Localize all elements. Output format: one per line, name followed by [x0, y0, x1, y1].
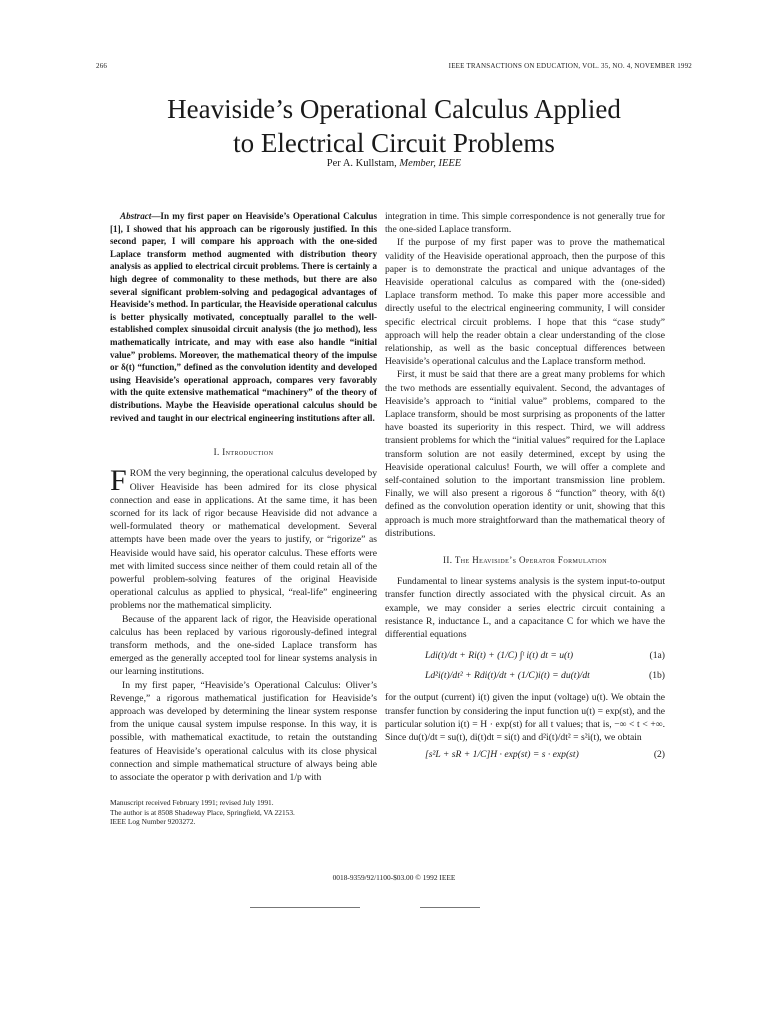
section-heading-introduction: I. Introduction: [213, 447, 274, 458]
equation-2: [385, 744, 665, 764]
copyright-line: 0018-9359/92/1100-$03.00 © 1992 IEEE: [332, 873, 456, 882]
title-line-1: Heaviside’s Operational Calculus Applied: [167, 94, 621, 124]
right-paragraph-2: First, it must be said that there are a great many problems for which the two methods are essentially equivalent. Second, the advantages of Heaviside’s approach to “initial value” problems, compared to the Laplace transform, should be most surprising as proponents of the latter have boasted its superiority in this respect. Third, we will address transient problems for which the “initial values” required for the Laplace transform solution are not easily determined, except by using the Heaviside operational calculus! Fourth, we will offer a complete and self-contained solution to the important transmission line problem. Finally, we will also present a rigorous δ “function” theory, with δ(t) defined as the convolution operation identity or unit, showing that this approach is much more straightforward than the mathematical theory of distributions.: [385, 369, 665, 539]
abstract: [110, 210, 377, 424]
page-number: 266: [96, 62, 108, 70]
footnotes: [110, 798, 377, 826]
intro-paragraph-1: [110, 464, 377, 612]
scan-artifact-line: [250, 907, 360, 908]
abstract-label: Abstract: [120, 211, 152, 221]
equation-1a: [385, 645, 665, 665]
section-heading-operator-formulation: II. The Heaviside’s Operator Formulation: [442, 555, 608, 566]
footnote-log-number: IEEE Log Number 9203272.: [110, 816, 196, 826]
right-paragraph-3: Fundamental to linear systems analysis is the system input-to-output transfer function directly associated with the physical circuit. As an example, we may consider a series electric circuit containing a resistance R, inductance L, and a capacitance C for which we have the differential equations: [385, 576, 665, 641]
right-paragraph-1: If the purpose of my first paper was to prove the mathematical validity of the Heaviside operational approach, then the purpose of this paper is to demonstrate the practical and unique advantages of the Heaviside operational calculus as compared with the (one-sided) Laplace transform method. To make this paper more accessible and directly useful to the electrical engineering community, I will consider specific electrical circuit problems. I hope that this “case study” approach will help the reader obtain a clear understanding of the close relationship, as well as the basic conceptual differences between Heaviside’s operational calculus and the Laplace transform method.: [385, 237, 665, 368]
journal-citation: IEEE TRANSACTIONS ON EDUCATION, VOL. 35, NO. 4, NOVEMBER 1992: [448, 62, 692, 70]
author-affiliation: Member, IEEE: [399, 158, 462, 169]
abstract-text: —In my first paper on Heaviside’s Operational Calculus [1], I showed that his approach can be rigorously justified. In this second paper, I will compare his approach with the one-sided Laplace transform method augmented with distribution theory analysis as applied to electrical circuit problems. There is certainly a high degree of commonality to these methods, but there are also several significant problem-solving and pedagogical advantages of Heaviside’s method. In particular, the Heaviside operational calculus is better physically motivated, conceptually parallel to the well-established complex sinusoidal circuit analysis (the jω method), less mathematically intricate, and may with ease also handle “initial value” problems. Moreover, the mathematical theory of the impulse or δ(t) “function,” defined as the convolution identity and developed using Heaviside’s operational approach, compares very favorably with the quite extensive mathematical “machinery” of the theory of distributions. Maybe the Heaviside operational calculus should be revived and taught in our electrical engineering institutions after all.: [110, 211, 377, 423]
equation-2-body: [s²L + sR + 1/C]H · exp(st) = s · exp(st): [425, 748, 579, 760]
author-line: [96, 158, 692, 169]
equation-1b-body: Ld²i(t)/dt² + Rdi(t)/dt + (1/C)i(t) = du(t)/dt: [425, 669, 590, 681]
scan-artifact-line: [420, 907, 480, 908]
footnote-address: The author is at 8508 Shadeway Place, Springfield, VA 22153.: [110, 807, 295, 817]
intro-lead-word: ROM: [129, 468, 152, 480]
equation-1b-number: (1b): [649, 669, 665, 681]
paper-title: [96, 92, 692, 160]
right-column: [385, 210, 665, 764]
intro-paragraph-3: In my first paper, “Heaviside’s Operational Calculus: Oliver’s Revenge,” a rigorous mathematical justification for Heaviside’s approach was developed by determining the linear system response from the unique causal system impulse response. In this way, it is possible, with mathematical exactitude, to retain the outstanding features of Heaviside’s operational calculus with its close physical connection and simple mathematical structure of always being able to associate the operator p with derivation and 1/p with: [110, 679, 377, 783]
left-column: [110, 210, 377, 826]
equation-1a-body: Ldi(t)/dt + Ri(t) + (1/C) ∫ᵗ i(t) dt = u(t): [425, 649, 574, 661]
drop-cap: F: [110, 464, 127, 498]
right-paragraph-0: integration in time. This simple correspondence is not generally true for the one-sided Laplace transform.: [385, 211, 665, 236]
intro-paragraph-2: Because of the apparent lack of rigor, the Heaviside operational calculus has been replaced by various rigorously-defined integral transform methods, and the one-sided Laplace transform has emerged as the generally accepted tool for linear systems analysis in our learning institutions.: [110, 613, 377, 678]
intro-p1-text: the very beginning, the operational calculus developed by Oliver Heaviside has been admired for its close physical connection and ease in applications. At the same time, it has been scorned for its lack of rigor because Heaviside did not advance a well-formulated theory or mathematical development. Several attempts have been made over the years to justify, or “rigorize” as Heaviside would have said, his operator calculus. These efforts were met with limited success since neither of them could retain all of the powerful problem-solving features of the original Heaviside operational calculus as applied to physical, “real-life” engineering problems nor the mathematical simplicity.: [110, 468, 377, 612]
equation-1a-number: (1a): [649, 649, 665, 661]
equation-1b: [385, 665, 665, 685]
footnote-manuscript: Manuscript received February 1991; revised July 1991.: [110, 798, 274, 808]
right-paragraph-4: for the output (current) i(t) given the input (voltage) u(t). We obtain the transfer function by considering the input function u(t) = exp(st), and the particular solution i(t) = H · exp(st) for all t values; that is, −∞ < t < +∞. Since du(t)/dt = su(t), di(t)dt = si(t) and d²i(t)/dt² = s²i(t), we obtain: [385, 692, 665, 743]
author-name: Per A. Kullstam,: [326, 158, 397, 169]
title-line-2: to Electrical Circuit Problems: [233, 128, 555, 158]
equation-2-number: (2): [653, 748, 665, 760]
